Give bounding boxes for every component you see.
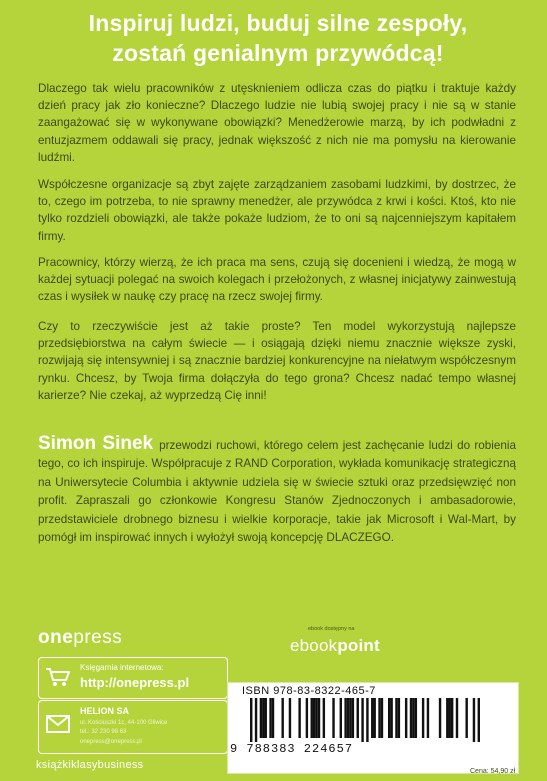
author-bio: przewodzi ruchowi, którego celem jest zachęcanie ludzi do robienia tego, co ich inspiruje. Współpracuje z RAND Corporation, wykłada komunikację strategiczną na Uniwersytecie Columbia i aktywnie udziela się w świecie sztuki oraz przedsięwzięć non profit. Zapraszali go członkowie Kongresu Stanów Zjednoczonych i ambasadorowie, przedstawiciele drobnego biznesu i wielkie korporacje, takie jak Microsoft i Wal-Mart, by pomógł im inspirować innych i wyłożył swoją koncepcję DLACZEGO. — [38, 439, 517, 545]
barcode-bar — [422, 698, 424, 738]
barcode-bar — [371, 698, 373, 738]
barcode-bar — [449, 698, 451, 738]
barcode-bar — [390, 698, 392, 738]
barcode-bar — [269, 698, 271, 738]
barcode-bar — [352, 698, 354, 738]
barcode-bar — [398, 698, 400, 738]
barcode-bar — [381, 698, 383, 738]
barcode-bar — [318, 698, 320, 738]
barcode-bar — [395, 698, 397, 738]
isbn-barcode-box — [227, 682, 519, 774]
helion-address: ul. Kościuszki 1c, 44-100 Gliwice — [80, 720, 168, 726]
author-name: Simon Sinek — [38, 433, 154, 454]
paragraph-3: Pracownicy, którzy wierzą, że ich praca ma sens, czują się docenieni i wiedzą, że mogą w każdej sytuacji polegać na swoich kolegach i przełożonych, z własnej inicjatywy zainwestują czas i wysiłek w naukę czy pracę na rzecz swojej firmy. — [38, 256, 516, 304]
paragraph-2: Współczesne organizacje są zbyt zajęte zarządzaniem zasobami ludzkimi, by dostrzec, że to, czego im potrzeba, to nie sprawny menedżer, ale przywódca z krwi i kości. Ktoś, kto nie tylko rozdzieli obowiązki, ale także pokaże ludziom, że to oni są najcenniejszym kapitałem firmy. — [38, 178, 516, 243]
ebook-small-label: ebook dostępny na — [308, 626, 355, 632]
barcode-bar — [340, 698, 342, 738]
barcode-bar — [361, 698, 363, 742]
headline-line-2: zostań genialnym przywódcą! — [112, 40, 444, 66]
barcode-bar — [250, 698, 252, 742]
barcode-bar — [323, 698, 325, 738]
price-label: Cena: 54,90 zł — [470, 768, 516, 775]
online-store-url[interactable]: http://onepress.pl — [80, 675, 190, 690]
barcode-bar — [272, 698, 274, 738]
isbn-label: ISBN 978-83-8322-465-7 — [242, 685, 376, 697]
paragraph-4: Czy to rzeczywiście jest aż takie proste? Ten model wykorzystują najlepsze przedsiębiorstwa na całym świecie — i osiągają dzięki niemu znacznie większe zyski, rozwijają się intensywniej i są znacznie bardziej konkurencyjne na niełatwym współczesnym rynku. Chcesz, by Twoja firma dołączyła do tego grona? Chcesz nadać tempo własnej karierze? Nie czekaj, aż wyprzedzą Cię inni! — [38, 320, 516, 402]
barcode-bar — [347, 698, 349, 738]
barcode-bar — [427, 698, 429, 738]
paragraph-1: Dlaczego tak wielu pracowników z utęsknieniem odlicza czas do piątku i traktuje każdy dzień pracy jak zło konieczne? Dlaczego ludzie nie lubią swojej pracy i nie są w stanie zaangażować się w wykonywane obowiązki? Menedżerowie marzą, by ich podwładni z entuzjazmem oddawali się pracy, jednak większość z nich nie ma pomysłu na kierowanie ludźmi. — [38, 82, 516, 164]
barcode-bar — [473, 698, 475, 742]
barcode-bar — [344, 698, 346, 738]
barcode-bar — [281, 698, 283, 738]
barcode-bar — [451, 698, 453, 738]
barcode-bar — [349, 698, 351, 738]
barcode-bar — [388, 698, 390, 738]
publisher-logo-suffix: press — [73, 627, 123, 648]
publisher-logo-prefix: one — [38, 627, 74, 648]
barcode-bar — [410, 698, 412, 738]
ebookpoint-logo — [290, 636, 380, 656]
barcode-bar — [313, 698, 315, 738]
headline — [28, 8, 528, 68]
barcode-bar — [315, 698, 317, 738]
helion-name: HELION SA — [80, 706, 130, 716]
series-brand: książkiklasybusiness — [36, 759, 144, 771]
barcode-bar — [378, 698, 380, 738]
online-store-box — [38, 657, 228, 699]
ebook-prefix: ebook — [290, 636, 338, 655]
barcode-bar — [373, 698, 375, 738]
online-store-label: Księgarnia internetowa: — [80, 663, 164, 672]
helion-email[interactable]: onepress@onepress.pl — [80, 739, 142, 745]
barcode-bar — [262, 698, 264, 738]
barcode-bar — [405, 698, 407, 738]
shopping-cart-icon — [45, 666, 71, 688]
barcode-bar — [255, 698, 257, 742]
helion-phone: tel.: 32 230 98 63 — [80, 729, 127, 735]
barcode-bar — [415, 698, 417, 738]
barcode-bar — [465, 698, 467, 738]
barcode — [250, 698, 480, 742]
author-bio-block — [38, 435, 516, 547]
barcode-bar — [478, 698, 480, 742]
envelope-icon — [45, 709, 71, 739]
publisher-logo — [38, 627, 122, 649]
barcode-bar — [306, 698, 308, 738]
barcode-bar — [357, 698, 359, 738]
ebook-suffix: point — [337, 636, 380, 655]
barcode-bar — [446, 698, 448, 738]
barcode-bar — [260, 698, 262, 738]
barcode-bar — [456, 698, 458, 738]
headline-line-1: Inspiruj ludzi, buduj silne zespoły, — [88, 10, 468, 36]
barcode-bar — [298, 698, 300, 738]
barcode-bar — [311, 698, 313, 738]
barcode-bar — [412, 698, 414, 738]
barcode-bar — [265, 698, 267, 738]
barcode-bar — [289, 698, 291, 738]
barcode-bar — [366, 698, 368, 742]
helion-contact-box — [38, 700, 228, 754]
barcode-bar — [439, 698, 441, 738]
barcode-bar — [332, 698, 334, 738]
barcode-number: 9 788383 224657 — [230, 742, 354, 756]
